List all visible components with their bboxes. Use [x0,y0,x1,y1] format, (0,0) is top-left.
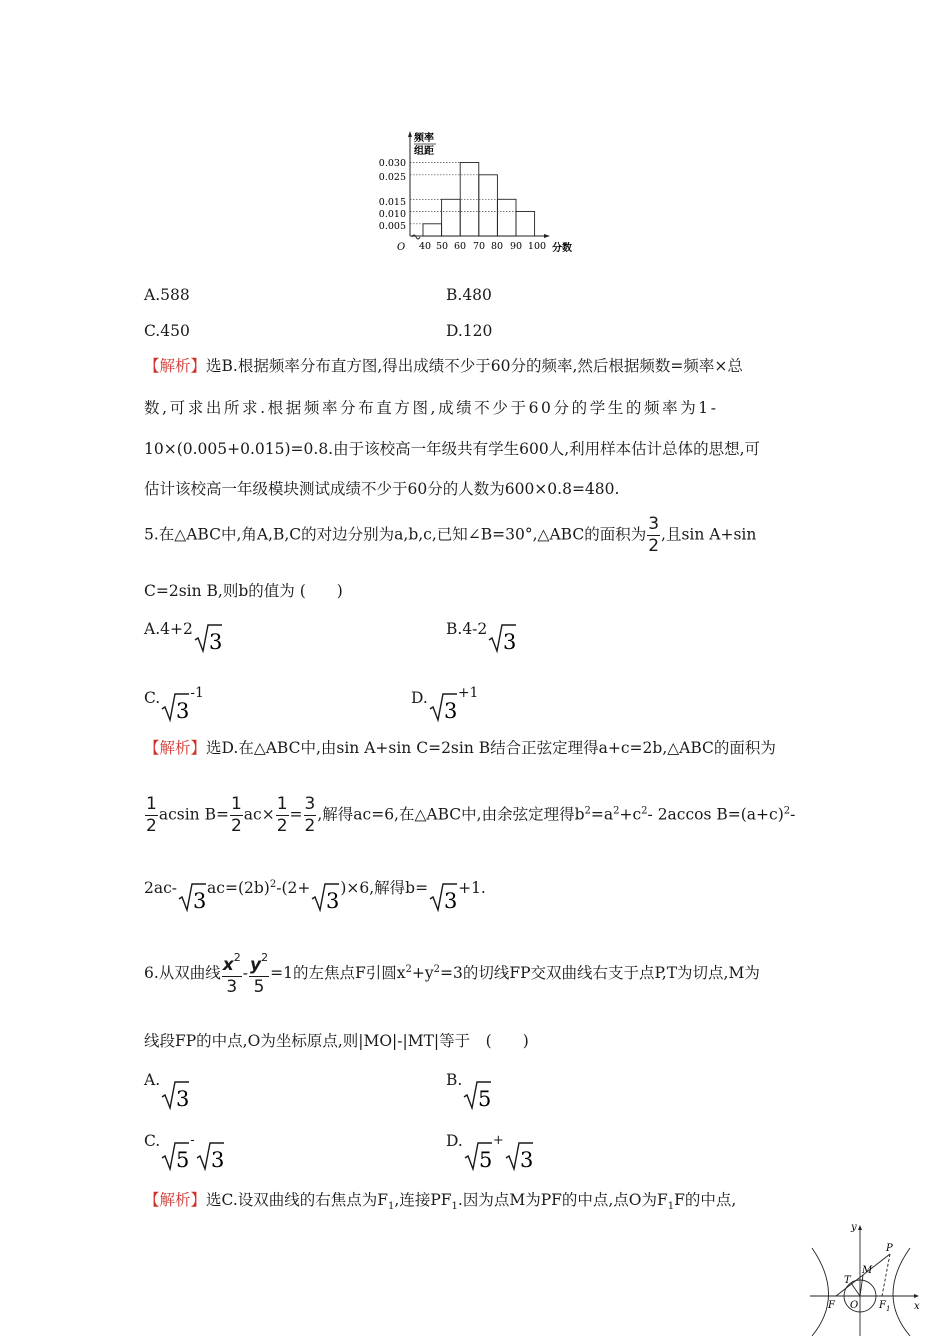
radicand: 3 [326,889,340,912]
q5-option-c [144,686,204,722]
option-label: C. [144,1132,161,1150]
analysis-text: 2ac- [144,879,178,897]
q5-stem-text: 5.在△ABC中,角A,B,C的对边分别为a,b,c,已知∠B=30°,△ABC的面积为 [144,525,647,544]
fraction-1-over-2 [276,796,289,835]
radicand: 3 [444,889,458,912]
option-label: C. [144,689,161,707]
fig-label-T: T [844,1275,851,1286]
variable-x: x [222,955,234,975]
fraction-denominator: 3 [222,976,242,996]
q6-option-a [144,1073,190,1110]
histogram-bar [423,224,442,236]
sqrt-5 [160,1141,190,1171]
fraction-numerator: 1 [276,794,288,814]
variable-y: y [250,955,262,975]
fraction-denominator: 5 [249,976,269,996]
radicand: 3 [519,1148,534,1171]
fraction-x2-over-3 [222,952,242,996]
q5-analysis-line-2 [144,796,795,835]
radical-sign-icon [428,692,458,722]
fraction-3-over-2 [647,516,660,555]
x-axis-label: 分数 [552,243,572,254]
figure-labels [827,1222,920,1313]
superscript: 2 [613,805,620,817]
superscript: 2 [433,964,440,975]
sqrt-3 [487,623,517,653]
radicand: 3 [176,699,190,722]
q4-analysis-line-2: 数,可求出所求.根据频率分布直方图,成绩不少于60分的学生的频率为1- [144,399,719,417]
radicand: 5 [478,1087,492,1110]
analysis-text: )×6,解得b= [340,879,429,897]
option-label: D. [411,689,428,707]
q6-option-d [446,1134,534,1171]
q4-option-b: B.480 [446,286,492,304]
fraction-3-over-2 [304,796,317,835]
fraction-denominator: 2 [230,816,242,836]
radicand: 3 [193,889,207,912]
option-label: A.4+2 [144,620,193,638]
q5-stem-line-2: C=2sin B,则b的值为 ( ) [144,582,343,600]
q6-stem-text: =3的切线FP交双曲线右支于点P,T为切点,M为 [439,964,760,982]
fraction-y2-over-5 [249,952,269,996]
analysis-text: ac=(2b) [207,879,270,897]
x-tick-label: 100 [527,241,547,252]
option-label: A. [144,1071,161,1089]
fraction-1-over-2 [230,796,243,835]
analysis-text: ac× [243,805,275,824]
histogram-guides [410,163,516,224]
superscript: 2 [641,805,648,817]
x-tick-label: 90 [509,241,523,252]
q6-analysis-line-1 [144,1193,736,1212]
fraction-1-over-2 [145,796,158,835]
x-tick-labels [419,241,546,252]
y-tick-label: 0.025 [378,172,406,183]
x-axis-arrow [544,234,550,238]
fig-label-y: y [851,1222,857,1233]
x-tick-label: 80 [490,241,504,252]
q5-analysis-line-1 [144,741,776,757]
analysis-text: =a [590,805,614,824]
x-tick-label: 50 [435,241,449,252]
analysis-tag: 【解析】 [144,1191,207,1209]
fig-x-arrow [914,1294,919,1298]
superscript: 2 [405,964,412,975]
sqrt-3 [193,623,223,653]
analysis-text: -(2+ [276,879,311,897]
fig-label-x: x [914,1301,920,1312]
fraction-numerator [222,952,242,976]
fig-y-arrow [858,1225,862,1230]
fraction-numerator: 3 [648,514,660,534]
histogram-bars [423,163,535,237]
histogram-bar [479,175,498,236]
radical-sign-icon [160,692,190,722]
fig-label-F1-main: F [879,1300,886,1311]
fraction-denominator: 2 [304,816,316,836]
fig-label-P: P [886,1243,893,1254]
sqrt-3 [177,882,207,912]
option-suffix: -1 [190,685,204,701]
sqrt-3 [428,882,458,912]
left-hyperbola-branch [812,1248,829,1336]
right-hyperbola-branch [893,1248,910,1336]
subscript: 1 [451,1201,458,1213]
q6-option-b [446,1073,492,1110]
sqrt-3 [195,1141,225,1171]
radical-sign-icon [310,882,340,912]
option-label: B.4-2 [446,620,488,638]
radical-sign-icon [195,1141,225,1171]
hyperbola-figure [808,1216,930,1338]
fig-label-F1 [878,1300,890,1313]
q4-option-a: A.588 [144,286,190,304]
option-suffix: +1 [457,685,479,701]
radicand: 3 [210,1148,225,1171]
y-tick-label: 0.010 [378,209,406,220]
analysis-text: ,解得ac=6,在△ABC中,由余弦定理得b [317,805,585,824]
subscript: 1 [667,1201,675,1213]
superscript: 2 [261,951,269,964]
q5-option-b [446,622,517,653]
analysis-tag: 【解析】 [144,357,207,375]
q5-stem-text: ,且sin A+sin [661,525,757,544]
sqrt-5 [462,1080,492,1110]
q6-stem-line-2: 线段FP的中点,O为坐标原点,则|MO|-|MT|等于 ( ) [144,1032,529,1050]
fraction-denominator: 2 [146,816,157,836]
analysis-text: +1. [458,879,486,897]
q6-stem-text: 6.从双曲线 [144,964,221,982]
radical-sign-icon [193,623,223,653]
y-tick-label: 0.030 [378,158,406,169]
frequency-histogram [375,128,585,258]
q4-analysis-line-4: 估计该校高一年级模块测试成绩不少于60分的人数为600×0.8=480. [144,480,620,498]
superscript: 2 [783,805,791,817]
radical-sign-icon [160,1080,190,1110]
q5-analysis-line-3 [144,880,486,912]
q6-option-c [144,1134,225,1171]
radical-sign-icon [504,1141,534,1171]
subscript: 1 [388,1201,395,1213]
analysis-text: - 2accos B=(a+c) [647,805,784,824]
analysis-text: .因为点M为PF的中点,点O为F [457,1191,668,1209]
fig-label-F1-sub: 1 [885,1305,891,1313]
analysis-tag: 【解析】 [144,739,207,757]
superscript: 2 [233,951,241,964]
q6-stem-text: =1的左焦点F引圆x [270,964,406,982]
fig-label-O: O [850,1300,859,1311]
analysis-text: = [289,805,303,824]
fraction-denominator: 2 [648,536,660,556]
y-tick-label: 0.015 [378,197,406,208]
minus-sign: - [242,964,249,982]
histogram-bar [497,199,516,236]
analysis-text: - [790,805,796,824]
q4-analysis-line-3: 10×(0.005+0.015)=0.8.由于该校高一年级共有学生600人,利用样本估计总体的思想,可 [144,440,761,458]
q5-option-a [144,622,223,653]
radicand: 5 [478,1148,493,1171]
analysis-text: +c [619,805,642,824]
sqrt-3 [160,1080,190,1110]
fraction-denominator: 2 [276,816,288,836]
fraction-numerator: 1 [146,794,157,814]
radicand: 3 [443,699,458,722]
option-label: D. [446,1132,463,1150]
radical-sign-icon [428,882,458,912]
analysis-text: 选B.根据频率分布直方图,得出成绩不少于60分的频率,然后根据频数=频率×总 [206,357,743,375]
fig-label-F: F [828,1300,835,1311]
q5-option-d [411,686,478,722]
superscript: 2 [584,805,591,817]
analysis-text: ,连接PF [394,1191,452,1209]
radical-sign-icon [177,882,207,912]
y-label-top: 频率 [414,133,434,144]
superscript: 2 [269,879,277,890]
analysis-text: F的中点, [674,1191,737,1209]
histogram-bar [442,199,461,236]
radical-sign-icon [487,623,517,653]
analysis-text: acsin B= [158,805,229,824]
x-tick-label: 60 [453,241,467,252]
radicand: 3 [208,630,223,653]
radical-sign-icon [463,1141,493,1171]
sqrt-3 [504,1141,534,1171]
y-axis-arrow [408,131,412,137]
fraction-numerator [249,952,269,976]
sqrt-5 [463,1141,493,1171]
radicand: 3 [176,1087,190,1110]
operator: + [492,1133,504,1148]
x-tick-label: 70 [472,241,486,252]
fraction-numerator: 1 [230,794,242,814]
sqrt-3 [310,882,340,912]
y-tick-labels [379,158,406,232]
y-label-bottom: 组距 [414,146,434,157]
x-tick-label: 40 [418,241,432,252]
fraction-numerator: 3 [304,794,316,814]
histogram-bar [516,212,535,237]
q6-stem-text: +y [411,964,434,982]
q4-option-c: C.450 [144,322,190,340]
analysis-text: 选D.在△ABC中,由sin A+sin C=2sin B结合正弦定理得a+c=2b,△ABC的面积为 [206,739,776,757]
q4-analysis-line-1 [144,359,743,375]
option-label: B. [446,1071,463,1089]
radicand: 3 [503,630,517,653]
segment-OT [851,1283,860,1296]
analysis-text: 选C.设双曲线的右焦点为F [206,1191,389,1209]
fig-label-M: M [862,1265,873,1276]
segment-PF1 [882,1254,890,1296]
q4-option-d: D.120 [446,322,493,340]
sqrt-3 [160,692,190,722]
q6-stem-line-1 [144,952,760,996]
radical-sign-icon [160,1141,190,1171]
q5-stem-line-1 [144,516,756,555]
radical-sign-icon [462,1080,492,1110]
operator: - [190,1133,195,1148]
y-tick-label: 0.005 [378,221,406,232]
sqrt-3 [428,692,458,722]
origin-label: O [397,242,406,253]
radicand: 5 [176,1148,190,1171]
